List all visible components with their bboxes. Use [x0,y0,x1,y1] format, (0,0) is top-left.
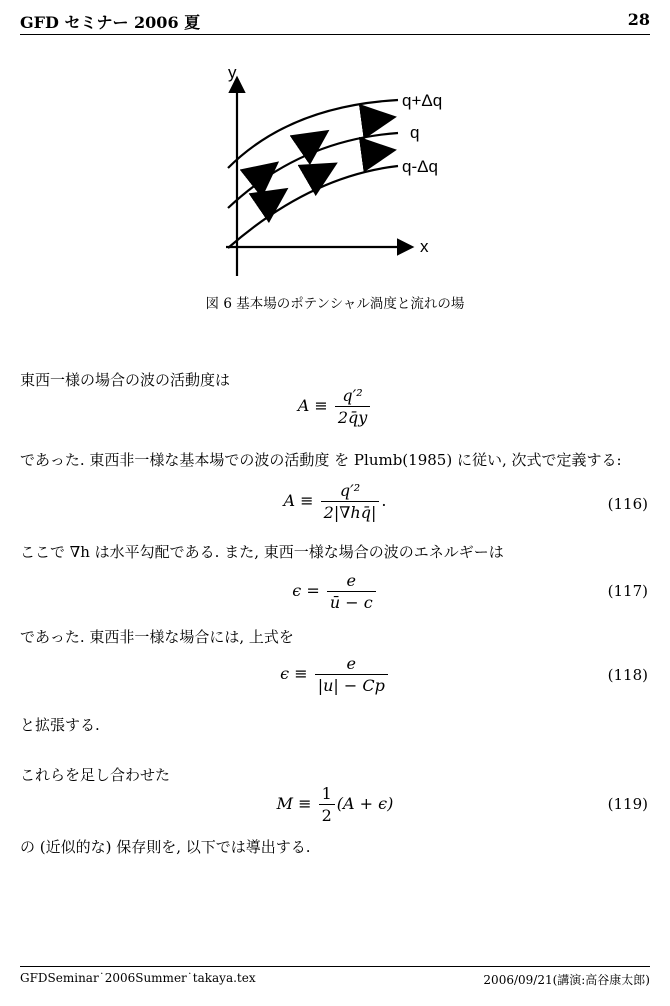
header-title: GFD セミナー 2006 夏 [20,13,201,32]
curve-label-q-plus: q+Δq [402,91,443,110]
flow-arrow [262,193,281,206]
pv-figure [0,58,670,283]
flow-arrow [311,167,330,178]
curve-label-q-minus: q-Δq [402,157,438,176]
paragraph-6: これらを足し合わせた [20,766,171,784]
paragraph-4: であった. 東西非一様な場合には, 上式を [20,628,294,646]
page-footer [20,966,650,987]
footer-date: 2006/09/21(講演:高谷康太郎) [483,973,650,987]
y-axis-label: y [228,63,237,82]
footer-filename: GFDSeminar˙2006Summer˙takaya.tex [20,971,256,985]
pv-diagram [0,58,670,283]
page-number: 28 [627,10,650,29]
x-axis-label: x [420,237,429,256]
page-header [20,10,650,35]
curve-label-q: q [410,123,420,142]
flow-arrow [366,151,388,154]
eq2-denominator: 2|∇hq̄| [321,501,380,522]
equation-119 [0,784,670,825]
eq5-numerator: 1 [321,784,332,803]
equation-number-118: (118) [607,666,648,684]
eq4-lhs: ϵ ≡ [280,664,308,683]
eq3-denominator: ū − c [327,591,376,612]
paragraph-7: の (近似的な) 保存則を, 以下では導出する. [20,838,311,856]
figure-caption: 図 6 基本場のポテンシャル渦度と流れの場 [205,296,465,312]
eq5-tail: (A + ϵ) [336,794,394,813]
equation-117 [0,571,670,612]
equation-1 [0,386,670,427]
eq3-lhs: ϵ = [292,581,320,600]
paragraph-3: ここで ∇h は水平勾配である. また, 東西一様な場合の波のエネルギーは [20,543,504,561]
equation-116 [0,481,670,522]
eq2-lhs: A ≡ [283,491,314,510]
eq1-lhs: A ≡ [297,396,328,415]
eq4-denominator: |u| − Cp [315,674,388,695]
eq5-lhs: M ≡ [276,794,312,813]
paragraph-5: と拡張する. [20,716,100,734]
eq5-denominator: 2 [319,804,335,825]
flow-arrow [303,135,322,148]
eq4-numerator: e [346,654,356,673]
curve-q-plus [228,100,398,168]
eq2-numerator: q′² [339,481,361,500]
equation-number-117: (117) [607,582,648,600]
paragraph-2: であった. 東西非一様な基本場での波の活動度 を Plumb(1985) に従い, 次式で定義する: [20,451,622,469]
eq1-numerator: q′² [342,386,363,405]
flow-arrow [366,118,388,121]
eq2-tail: . [381,491,387,510]
equation-number-116: (116) [607,495,648,513]
equation-number-119: (119) [607,795,648,813]
paragraph-1: 東西一様の場合の波の活動度は [20,371,231,389]
eq1-denominator: 2q̄y [335,406,370,427]
equation-118 [0,654,670,695]
eq3-numerator: e [346,571,356,590]
